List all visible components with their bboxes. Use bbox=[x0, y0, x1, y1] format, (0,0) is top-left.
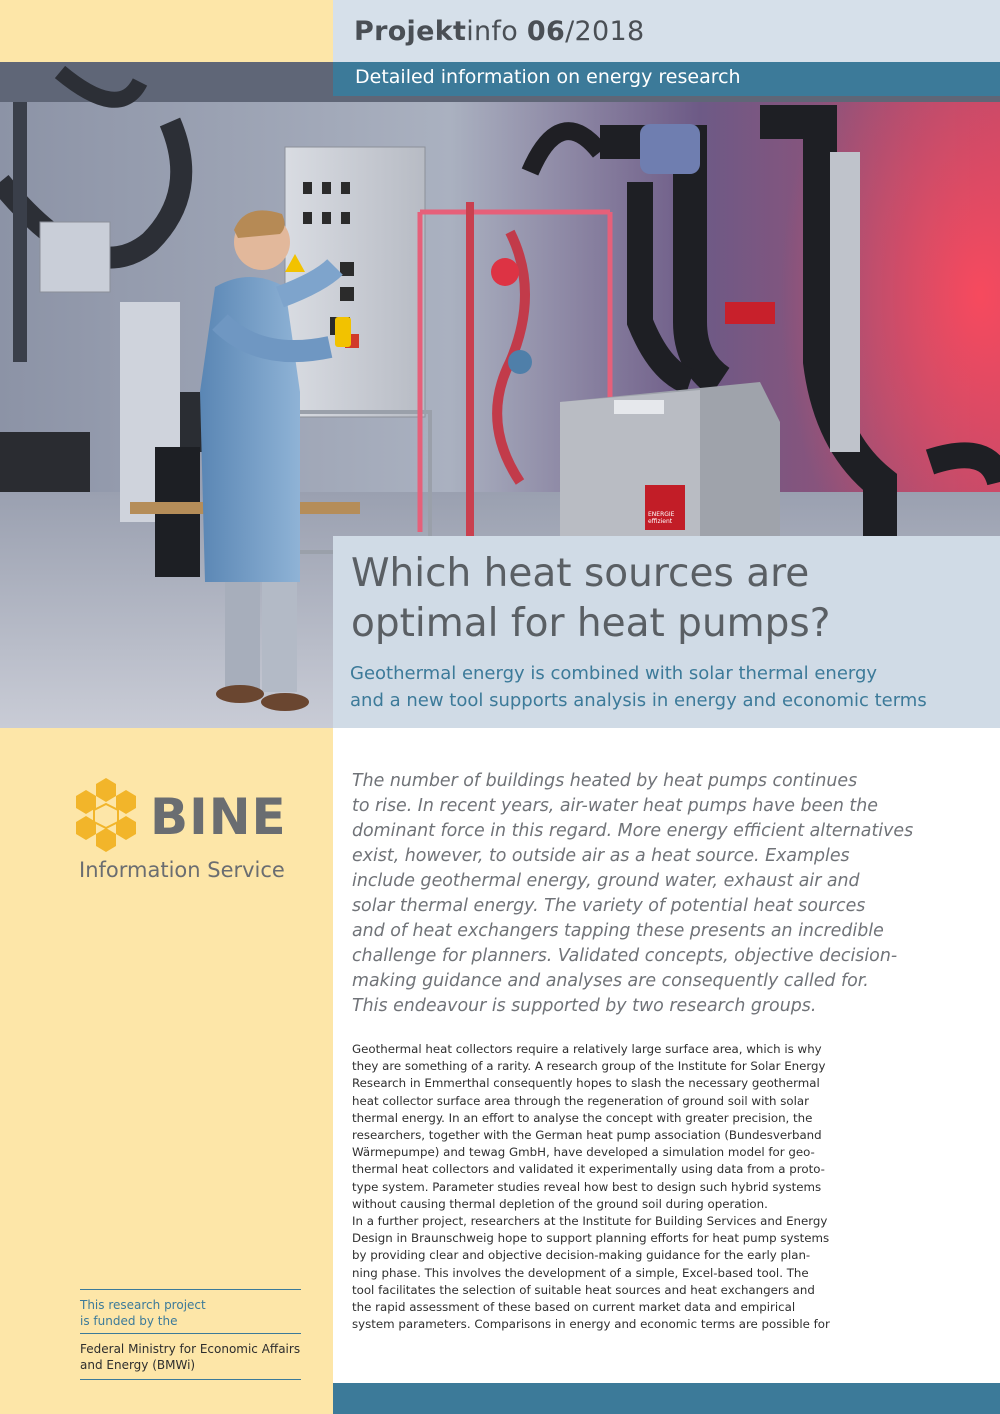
issue-number: 06 bbox=[526, 16, 566, 47]
lead-line: challenge for planners. Validated concepts, objective decision- bbox=[352, 946, 898, 966]
page-subtitle bbox=[350, 660, 990, 714]
funding-ministry bbox=[80, 1341, 300, 1373]
page-title-line-1: Which heat sources are bbox=[351, 551, 810, 596]
body-line: Wärmepumpe) and tewag GmbH, have developed a simulation model for geo- bbox=[352, 1145, 815, 1160]
lead-line: exist, however, to outside air as a heat source. Examples bbox=[352, 846, 850, 866]
sidebar-top-band bbox=[0, 0, 333, 62]
funding-ministry-line-2: and Energy (BMWi) bbox=[80, 1358, 196, 1372]
lead-line: dominant force in this regard. More energy efficient alternatives bbox=[352, 821, 914, 841]
issue-year: /2018 bbox=[565, 16, 645, 47]
footer-bar bbox=[333, 1383, 1000, 1414]
page-subtitle-line-2: and a new tool supports analysis in energy and economic terms bbox=[350, 690, 927, 711]
body-line: type system. Parameter studies reveal how best to design such hybrid systems bbox=[352, 1179, 822, 1194]
page-title bbox=[351, 549, 991, 649]
funding-divider-bottom bbox=[80, 1379, 301, 1380]
funding-divider-middle bbox=[80, 1333, 301, 1334]
body-line: by providing clear and objective decision-making guidance for the early plan- bbox=[352, 1248, 811, 1263]
series-title-light: info bbox=[466, 16, 527, 47]
body-text bbox=[352, 1041, 868, 1333]
lead-paragraph bbox=[352, 769, 914, 1019]
page-subtitle-line-1: Geothermal energy is combined with solar thermal energy bbox=[350, 663, 878, 684]
series-title bbox=[354, 16, 644, 47]
bine-logo-icon bbox=[66, 776, 146, 856]
body-line: thermal energy. In an effort to analyse the concept with greater precision, the bbox=[352, 1110, 813, 1125]
lead-line: and of heat exchangers tapping these presents an incredible bbox=[352, 921, 884, 941]
energy-label-text-1: ENERGIE bbox=[648, 511, 675, 518]
body-line: ning phase. This involves the development of a simple, Excel-based tool. The bbox=[352, 1265, 809, 1280]
funding-intro-line-1: This research project bbox=[80, 1298, 206, 1312]
body-line: researchers, together with the German heat pump association (Bundesverband bbox=[352, 1128, 822, 1143]
funding-divider-top bbox=[80, 1289, 301, 1290]
logo-wordmark: BINE bbox=[150, 788, 287, 846]
page-title-line-2: optimal for heat pumps? bbox=[351, 601, 831, 646]
body-line: heat collector surface area through the regeneration of ground soil with solar bbox=[352, 1093, 809, 1108]
logo-tagline: Information Service bbox=[79, 858, 285, 882]
body-line: thermal heat collectors and validated it experimentally using data from a proto- bbox=[352, 1162, 825, 1177]
lead-line: The number of buildings heated by heat pumps continues bbox=[352, 771, 858, 791]
body-line: In a further project, researchers at the Institute for Building Services and Energy bbox=[352, 1214, 828, 1229]
body-line: the rapid assessment of these based on current market data and empirical bbox=[352, 1300, 796, 1315]
body-line: system parameters. Comparisons in energy and economic terms are possible for bbox=[352, 1317, 830, 1332]
lead-line: This endeavour is supported by two research groups. bbox=[352, 996, 817, 1016]
body-line: tool facilitates the selection of suitable heat sources and heat exchangers and bbox=[352, 1282, 815, 1297]
energy-label-text-2: effizient bbox=[648, 518, 673, 525]
lead-line: to rise. In recent years, air-water heat pumps have been the bbox=[352, 796, 878, 816]
lead-line: include geothermal energy, ground water, exhaust air and bbox=[352, 871, 860, 891]
lead-line: solar thermal energy. The variety of potential heat sources bbox=[352, 896, 866, 916]
body-line: Research in Emmerthal consequently hopes to slash the necessary geothermal bbox=[352, 1076, 820, 1091]
series-subtitle: Detailed information on energy research bbox=[355, 66, 741, 88]
funding-intro-line-2: is funded by the bbox=[80, 1314, 178, 1328]
body-line: they are something of a rarity. A research group of the Institute for Solar Energy bbox=[352, 1059, 826, 1074]
body-line: Design in Braunschweig hope to support planning efforts for heat pump systems bbox=[352, 1231, 830, 1246]
funding-intro bbox=[80, 1297, 206, 1329]
lead-line: making guidance and analyses are consequently called for. bbox=[352, 971, 869, 991]
funding-ministry-line-1: Federal Ministry for Economic Affairs bbox=[80, 1342, 301, 1356]
body-line: Geothermal heat collectors require a relatively large surface area, which is why bbox=[352, 1042, 822, 1056]
body-line: without causing thermal depletion of the ground soil during operation. bbox=[352, 1196, 768, 1211]
series-title-bold: Projekt bbox=[354, 16, 467, 47]
